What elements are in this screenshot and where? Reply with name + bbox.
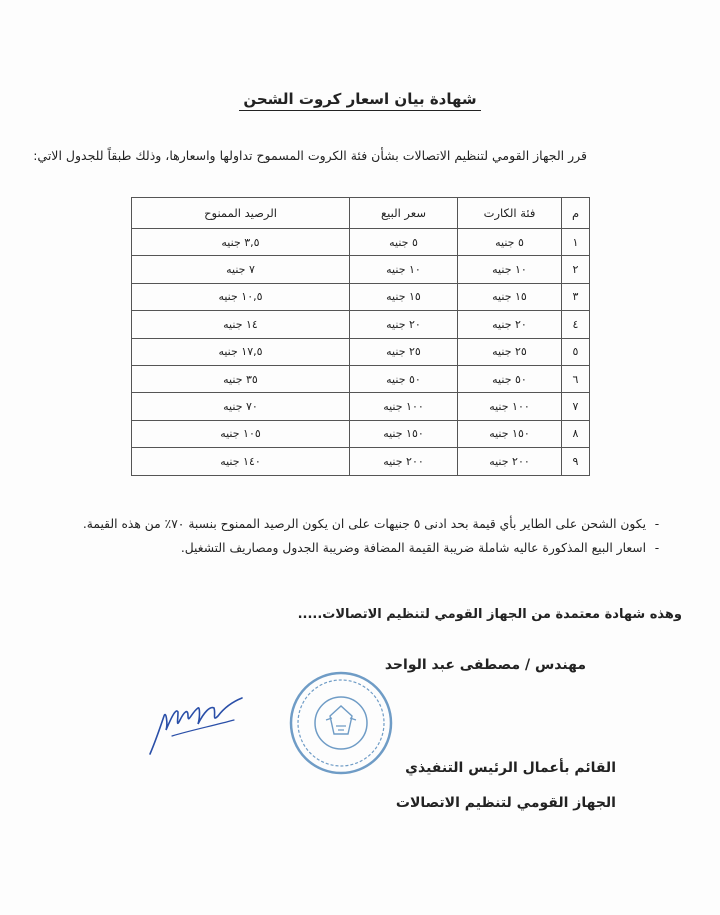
sale-price-cell: ٢٥ جنيه xyxy=(350,338,458,365)
note-marker: - xyxy=(654,541,660,555)
table-row xyxy=(132,283,590,310)
table-row xyxy=(132,338,590,365)
granted-balance-cell: ١٠٥ جنيه xyxy=(132,420,350,447)
granted-balance-cell: ٣,٥ جنيه xyxy=(132,229,350,256)
header-granted-balance: الرصيد الممنوح xyxy=(132,198,350,229)
signature-icon xyxy=(142,690,252,760)
signatory-role: القائم بأعمال الرئيس التنفيذي xyxy=(405,760,616,776)
prices-table xyxy=(131,197,590,476)
granted-balance-cell: ٧ جنيه xyxy=(132,256,350,283)
table-row xyxy=(132,256,590,283)
granted-balance-cell: ١٤ جنيه xyxy=(132,311,350,338)
signatory-organization: الجهاز القومي لتنظيم الاتصالات xyxy=(395,795,616,811)
table-row xyxy=(132,420,590,447)
table-row xyxy=(132,311,590,338)
document-title-text: شهادة بيان اسعار كروت الشحن xyxy=(239,90,480,111)
note-item xyxy=(28,536,668,560)
card-category-cell: ٥ جنيه xyxy=(458,229,562,256)
notes-list xyxy=(28,512,668,560)
granted-balance-cell: ٣٥ جنيه xyxy=(132,365,350,392)
card-category-cell: ٢٠٠ جنيه xyxy=(458,448,562,475)
granted-balance-cell: ١٧,٥ جنيه xyxy=(132,338,350,365)
card-category-cell: ٥٠ جنيه xyxy=(458,365,562,392)
row-index: ٧ xyxy=(562,393,590,420)
card-category-cell: ١٥ جنيه xyxy=(458,283,562,310)
table-row xyxy=(132,393,590,420)
document-title xyxy=(0,90,720,108)
row-index: ٨ xyxy=(562,420,590,447)
sale-price-cell: ٢٠ جنيه xyxy=(350,311,458,338)
card-category-cell: ١٠ جنيه xyxy=(458,256,562,283)
closing-statement: وهذه شهادة معتمدة من الجهاز القومي لتنظيم الاتصالات..... xyxy=(297,607,682,622)
granted-balance-cell: ٧٠ جنيه xyxy=(132,393,350,420)
sale-price-cell: ١٠ جنيه xyxy=(350,256,458,283)
row-index: ٩ xyxy=(562,448,590,475)
row-index: ٥ xyxy=(562,338,590,365)
sale-price-cell: ١٥ جنيه xyxy=(350,283,458,310)
row-index: ٦ xyxy=(562,365,590,392)
granted-balance-cell: ١٠,٥ جنيه xyxy=(132,283,350,310)
sale-price-cell: ٢٠٠ جنيه xyxy=(350,448,458,475)
row-index: ١ xyxy=(562,229,590,256)
official-stamp-icon xyxy=(286,668,396,778)
sale-price-cell: ١٥٠ جنيه xyxy=(350,420,458,447)
table-row xyxy=(132,448,590,475)
table-row xyxy=(132,229,590,256)
header-index: م xyxy=(562,198,590,229)
row-index: ٢ xyxy=(562,256,590,283)
table-row xyxy=(132,365,590,392)
table-header-row xyxy=(132,198,590,229)
granted-balance-cell: ١٤٠ جنيه xyxy=(132,448,350,475)
engineer-name: مهندس / مصطفى عبد الواحد xyxy=(384,657,586,673)
card-category-cell: ٢٥ جنيه xyxy=(458,338,562,365)
sale-price-cell: ٥ جنيه xyxy=(350,229,458,256)
note-item xyxy=(28,512,668,536)
header-card-category: فئة الكارت xyxy=(458,198,562,229)
sale-price-cell: ٥٠ جنيه xyxy=(350,365,458,392)
card-category-cell: ١٠٠ جنيه xyxy=(458,393,562,420)
row-index: ٤ xyxy=(562,311,590,338)
sale-price-cell: ١٠٠ جنيه xyxy=(350,393,458,420)
intro-paragraph: قرر الجهاز القومي لتنظيم الاتصالات بشأن فئة الكروت المسموح تداولها واسعارها، وذلك طبقاً للجدول الاتي: xyxy=(33,148,587,163)
note-text: يكون الشحن على الطاير بأي قيمة بحد ادنى ٥ جنيهات على ان يكون الرصيد الممنوح بنسبة ٧٠٪ من هذه القيمة. xyxy=(82,517,646,531)
card-category-cell: ١٥٠ جنيه xyxy=(458,420,562,447)
note-marker: - xyxy=(654,517,660,531)
row-index: ٣ xyxy=(562,283,590,310)
header-sale-price: سعر البيع xyxy=(350,198,458,229)
card-category-cell: ٢٠ جنيه xyxy=(458,311,562,338)
note-text: اسعار البيع المذكورة عاليه شاملة ضريبة القيمة المضافة وضريبة الجدول ومصاريف التشغيل. xyxy=(180,541,646,555)
